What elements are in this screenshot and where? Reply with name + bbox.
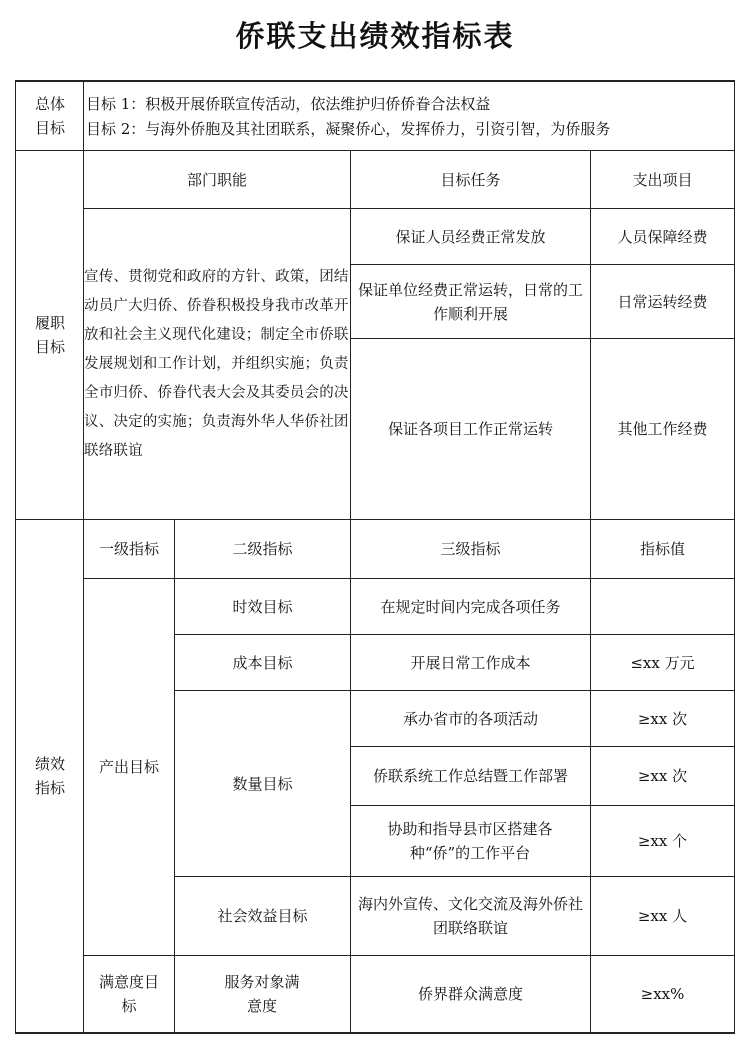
header-indicator-value: 指标值 — [639, 540, 685, 558]
quantity-indicator-3: 协助和指导县市区搭建各种“侨”的工作平台 — [387, 820, 553, 862]
timeliness-goal: 时效目标 — [232, 597, 293, 616]
table-border-bottom — [15, 1032, 735, 1034]
duty-item-2: 日常运转经费 — [617, 292, 708, 311]
quantity-value-3: ≥xx 个 — [637, 832, 688, 850]
duty-item-1: 人员保障经费 — [617, 227, 708, 246]
quantity-value-1: ≥xx 次 — [637, 709, 688, 728]
quantity-indicator-1: 承办省市的各项活动 — [402, 709, 538, 728]
overall-goal-1: 目标 1：积极开展侨联宣传活动，依法维护归侨侨眷合法权益 — [86, 95, 491, 113]
overall-goal-2: 目标 2：与海外侨胞及其社团联系，凝聚侨心，发挥侨力，引资引智，为侨服务 — [86, 120, 611, 138]
service-satisfaction: 服务对象满意度 — [224, 973, 300, 1015]
header-task: 目标任务 — [440, 170, 501, 189]
duty-item-3: 其他工作经费 — [617, 420, 708, 438]
social-benefit-indicator: 海内外宣传、文化交流及海外侨社团联络联谊 — [357, 895, 583, 937]
duty-task-3: 保证各项目工作正常运转 — [387, 420, 553, 438]
duty-task-2: 保证单位经费正常运转，日常的工作顺利开展 — [357, 280, 583, 323]
social-benefit-value: ≥xx 人 — [637, 907, 688, 925]
satisfaction-goal-label: 满意度目标 — [98, 973, 159, 1015]
satisfaction-indicator: 侨界群众满意度 — [417, 985, 523, 1003]
header-level-1: 一级指标 — [98, 540, 159, 558]
table-border-right — [734, 80, 735, 1033]
social-benefit-goal: 社会效益目标 — [217, 907, 308, 925]
duty-goal-label: 履职目标 — [34, 314, 65, 356]
table-border-left — [15, 80, 16, 1033]
satisfaction-value: ≥xx% — [640, 985, 685, 1003]
header-function: 部门职能 — [186, 170, 247, 189]
department-function-text: 宣传、贯彻党和政府的方针、政策，团结动员广大归侨、侨眷积极投身我市改革开放和社会主义现代化建设；制定全市侨联发展规划和工作计划，并组织实施；负责全市归侨、侨眷代表大会及其委员会的决议、决定的实施；负责海外华人华侨社团联络联谊 — [84, 268, 349, 459]
quantity-value-2: ≥xx 次 — [637, 767, 688, 785]
performance-indicator-label: 绩效指标 — [34, 755, 65, 797]
timeliness-indicator: 在规定时间内完成各项任务 — [380, 597, 561, 616]
header-level-3: 三级指标 — [440, 540, 501, 558]
header-expense-item: 支出项目 — [632, 170, 693, 189]
output-goal-label: 产出目标 — [98, 758, 159, 776]
table-border-top — [15, 80, 735, 82]
overall-goal-label: 总体目标 — [34, 95, 65, 137]
timeliness-value — [591, 579, 734, 634]
cost-goal: 成本目标 — [232, 653, 293, 672]
duty-task-1: 保证人员经费正常发放 — [395, 227, 546, 246]
header-level-2: 二级指标 — [232, 540, 293, 558]
quantity-goal: 数量目标 — [232, 774, 293, 793]
cost-value: ≤xx 万元 — [630, 653, 695, 672]
page-title: 侨联支出绩效指标表 — [235, 19, 515, 53]
quantity-indicator-2: 侨联系统工作总结暨工作部署 — [372, 767, 568, 785]
cost-indicator: 开展日常工作成本 — [410, 653, 531, 672]
